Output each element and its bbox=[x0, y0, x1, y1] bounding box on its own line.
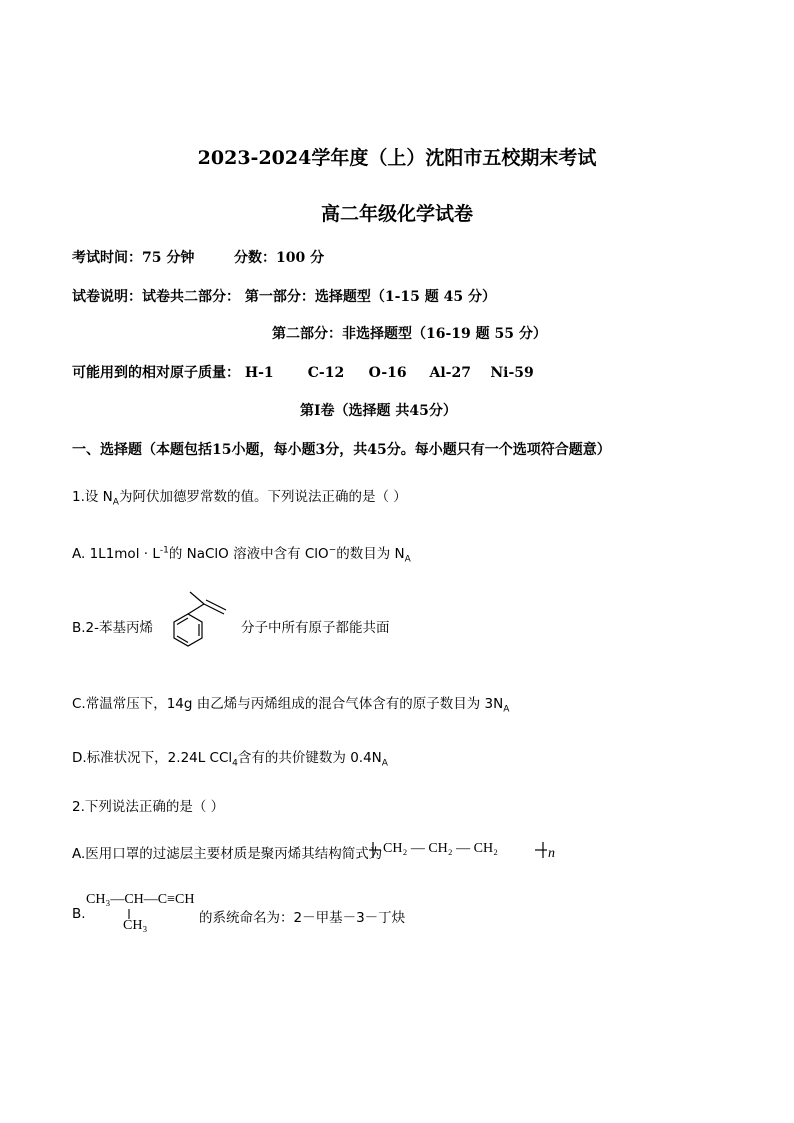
q1-stem-sub: A bbox=[112, 497, 119, 508]
methylbutyne-branch: CH₃ bbox=[123, 918, 148, 933]
question-1-option-d bbox=[72, 746, 388, 769]
volume-title: 第Ⅰ卷（选择题 共45分） bbox=[300, 403, 457, 419]
polymer-n: n bbox=[548, 846, 555, 861]
question-2-option-b-label: B. bbox=[72, 906, 86, 922]
methylbutyne-structure bbox=[86, 890, 201, 938]
q1-stem-text-2: 为阿伏加德罗常数的值。下列说法正确的是（ ） bbox=[118, 489, 407, 505]
q1-a-sup-2: − bbox=[328, 545, 337, 556]
mass-item: O-16 bbox=[368, 365, 407, 381]
question-2-stem: 2.下列说法正确的是（ ） bbox=[72, 799, 225, 815]
question-1-option-a bbox=[72, 542, 411, 565]
mass-item: Ni-59 bbox=[490, 365, 534, 381]
exam-score: 分数：100 分 bbox=[234, 250, 325, 266]
exam-subtitle: 高二年级化学试卷 bbox=[320, 203, 473, 225]
question-1-stem bbox=[72, 485, 407, 508]
part-title: 一、选择题（本题包括15小题，每小题3分，共45分。每小题只有一个选项符合题意） bbox=[72, 442, 611, 458]
q1-a-sub: A bbox=[404, 554, 411, 565]
exam-title: 2023-2024学年度（上）沈阳市五校期末考试 bbox=[197, 147, 597, 169]
question-1-option-b-text: 分子中所有原子都能共面 bbox=[241, 620, 390, 636]
exam-time: 考试时间：75 分钟 bbox=[72, 250, 195, 266]
atomic-masses bbox=[72, 362, 534, 382]
question-2-option-a: A.医用口罩的过滤层主要材质是聚丙烯其结构简式为 bbox=[72, 846, 383, 862]
q1-stem-text: 1.设 N bbox=[72, 489, 113, 505]
methylbutyne-main-chain: CH₃—CH—C≡CH bbox=[86, 892, 195, 907]
q1-a-text-2: 的 NaClO 溶液中含有 ClO bbox=[168, 546, 329, 562]
q1-a-text: A. 1L1mol · L bbox=[72, 546, 160, 562]
q1-d-sub: A bbox=[381, 758, 388, 769]
mass-item: H-1 bbox=[244, 365, 274, 381]
q1-d-text-2: 含有的共价键数为 0.4N bbox=[237, 750, 382, 766]
question-1-option-b-label: B.2-苯基丙烯 bbox=[72, 620, 154, 636]
question-1-option-c bbox=[72, 692, 509, 715]
q1-d-text: D.标准状况下，2.24L CCl bbox=[72, 750, 233, 766]
2-phenylpropene-structure-icon bbox=[152, 586, 234, 662]
mass-item: Al-27 bbox=[429, 365, 471, 381]
exam-description-1: 试卷说明：试卷共二部分： 第一部分：选择题型（1-15 题 45 分） bbox=[72, 289, 497, 305]
q1-c-sub: A bbox=[503, 704, 510, 715]
atomic-masses-label: 可能用到的相对原子质量： bbox=[72, 365, 240, 381]
q1-c-text: C.常温常压下，14g 由乙烯与丙烯组成的混合气体含有的原子数目为 3N bbox=[72, 696, 504, 712]
question-2-option-b-text: 的系统命名为：2－甲基－3－丁炔 bbox=[199, 910, 406, 926]
mass-item: C-12 bbox=[307, 365, 345, 381]
q1-d-sub-4: 4 bbox=[232, 758, 238, 769]
exam-description-2: 第二部分：非选择题型（16-19 题 55 分） bbox=[272, 326, 547, 342]
polymer-formula-text: CH₂ — CH₂ — CH₂ bbox=[383, 841, 498, 856]
q1-a-sup: -1 bbox=[159, 545, 169, 556]
q1-a-text-3: 的数目为 N bbox=[336, 546, 405, 562]
